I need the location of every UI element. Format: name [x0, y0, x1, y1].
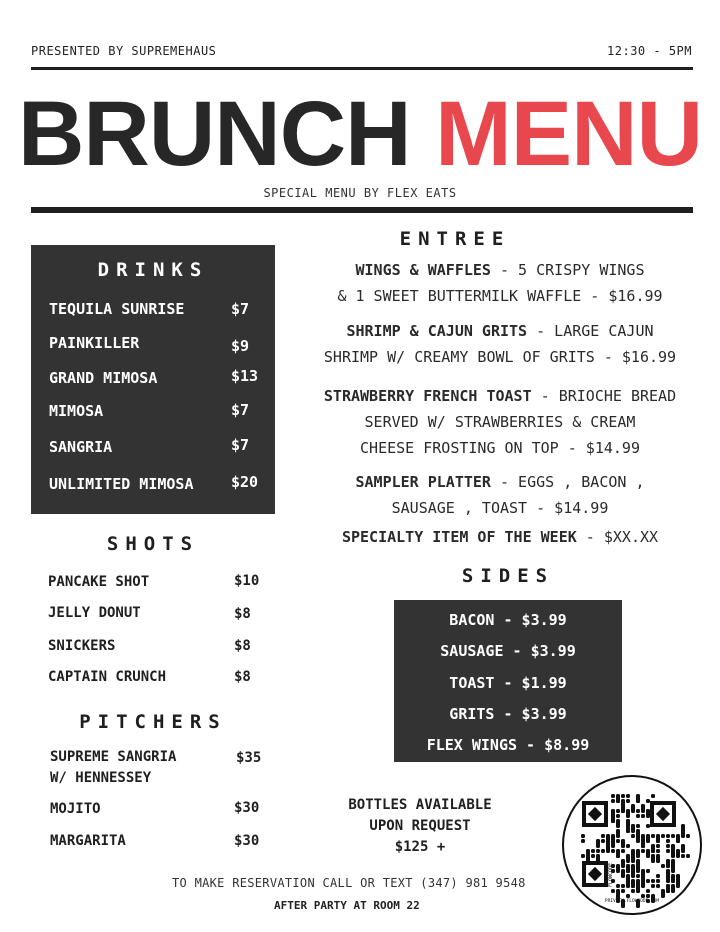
drink-price: $7 — [231, 401, 250, 419]
entree-desc-line: SHRIMP W/ CREAMY BOWL OF GRITS - $16.99 — [323, 348, 677, 366]
pitcher-price: $30 — [234, 833, 260, 849]
entree-name: SAMPLER PLATTER — [355, 473, 491, 491]
drinks-heading: DRINKS — [97, 259, 209, 281]
reservation-text: TO MAKE RESERVATION CALL OR TEXT (347) 981 9548 — [172, 876, 526, 890]
page-title — [0, 84, 720, 184]
pitcher-name: MOJITO — [50, 801, 101, 817]
pitcher-price: $30 — [234, 800, 260, 816]
qr-side-label: FLOWCODE — [608, 862, 614, 887]
side-item: TOAST - $1.99 — [449, 674, 567, 692]
entree-item — [295, 257, 705, 309]
drinks-box — [31, 245, 275, 514]
title-word-brunch: BRUNCH — [17, 83, 411, 185]
hours: 12:30 - 5PM — [607, 44, 692, 58]
bottles-line: UPON REQUEST — [369, 818, 471, 834]
drink-price: $7 — [231, 436, 250, 454]
side-item: GRITS - $3.99 — [449, 705, 567, 723]
presented-by: PRESENTED BY SUPREMEHAUS — [31, 44, 217, 58]
pitcher-name-line2: W/ HENNESSEY — [50, 770, 152, 786]
entree-item — [295, 318, 705, 370]
drink-name: MIMOSA — [49, 402, 104, 420]
drink-name: UNLIMITED MIMOSA — [49, 475, 194, 493]
side-item: BACON - $3.99 — [449, 611, 567, 629]
pitcher-name: SUPREME SANGRIA — [50, 749, 177, 765]
entree-name: SHRIMP & CAJUN GRITS — [346, 322, 528, 340]
drink-price: $20 — [231, 473, 259, 491]
bottles-note — [320, 795, 520, 858]
shot-price: $8 — [234, 638, 251, 654]
shot-price: $8 — [234, 606, 251, 622]
entree-name: STRAWBERRY FRENCH TOAST — [323, 387, 532, 405]
drink-name: GRAND MIMOSA — [49, 369, 158, 387]
entree-desc: - 5 CRISPY WINGS — [490, 261, 645, 279]
sides-heading: SIDES — [461, 565, 555, 587]
entree-item — [295, 469, 705, 521]
entree-desc-line: & 1 SWEET BUTTERMILK WAFFLE - $16.99 — [337, 287, 663, 305]
drink-price: $13 — [231, 367, 259, 385]
entree-item — [295, 524, 705, 550]
entree-item — [295, 383, 705, 461]
drink-name: SANGRIA — [49, 438, 113, 456]
entree-desc: - EGGS , BACON , — [490, 473, 645, 491]
header-rule — [31, 207, 693, 213]
shot-name: CAPTAIN CRUNCH — [48, 669, 167, 685]
drink-price: $7 — [231, 300, 250, 318]
entree-desc: - $XX.XX — [576, 528, 659, 546]
shots-heading: SHOTS — [106, 533, 200, 555]
entree-desc-line: SERVED W/ STRAWBERRIES & CREAM — [364, 413, 636, 431]
shot-name: JELLY DONUT — [48, 605, 141, 621]
shot-name: PANCAKE SHOT — [48, 574, 150, 590]
bottles-line: BOTTLES AVAILABLE — [348, 797, 492, 813]
shot-price: $8 — [234, 669, 251, 685]
drink-name: PAINKILLER — [49, 334, 140, 352]
shot-name: SNICKERS — [48, 638, 116, 654]
drink-price: $9 — [231, 337, 250, 355]
pitchers-heading: PITCHERS — [79, 711, 227, 733]
entree-name: WINGS & WAFFLES — [355, 261, 491, 279]
pitcher-name: MARGARITA — [50, 833, 126, 849]
sides-box — [394, 600, 622, 762]
subtitle: SPECIAL MENU BY FLEX EATS — [263, 186, 457, 200]
entree-desc-line: SAUSAGE , TOAST - $14.99 — [391, 499, 609, 517]
side-item: FLEX WINGS - $8.99 — [426, 736, 590, 754]
shot-price: $10 — [234, 573, 260, 589]
qr-code[interactable] — [562, 775, 702, 915]
entree-desc-line: CHEESE FROSTING ON TOP - $14.99 — [360, 439, 640, 457]
entree-heading: ENTREE — [399, 228, 511, 250]
qr-code-graphic — [562, 775, 702, 915]
title-word-menu: MENU — [435, 83, 703, 185]
entree-desc: - BRIOCHE BREAD — [531, 387, 677, 405]
top-rule — [31, 67, 693, 70]
drink-name: TEQUILA SUNRISE — [49, 300, 185, 318]
after-party-text: AFTER PARTY AT ROOM 22 — [274, 899, 420, 912]
entree-name: SPECIALTY ITEM OF THE WEEK — [341, 528, 577, 546]
bottles-price: $125 + — [394, 839, 446, 855]
qr-bottom-label: PRIVACY.FLOWCODE.COM — [604, 899, 660, 904]
side-item: SAUSAGE - $3.99 — [440, 642, 576, 660]
entree-desc: - LARGE CAJUN — [527, 322, 654, 340]
pitcher-price: $35 — [236, 750, 262, 766]
